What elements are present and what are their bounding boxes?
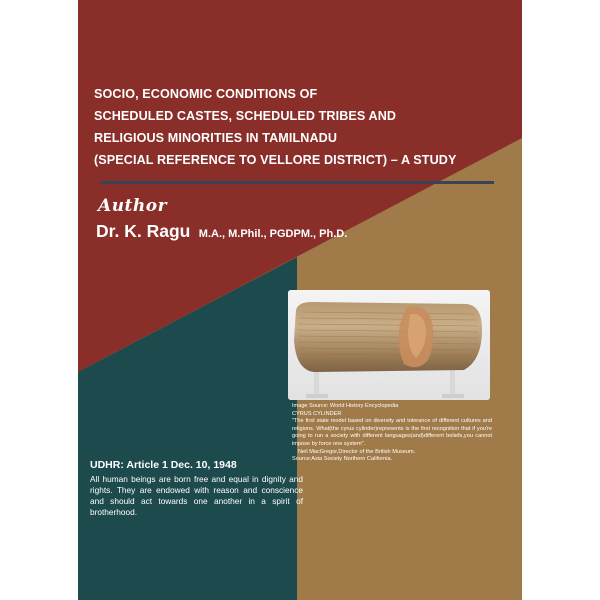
caption-attribution: Neil MacGregor,Director of the British Museum. <box>298 448 416 455</box>
book-title <box>94 83 514 171</box>
author-qualifications: M.A., M.Phil., PGDPM., Ph.D. <box>198 228 348 240</box>
author-line <box>96 221 347 242</box>
title-line: SCHEDULED CASTES, SCHEDULED TRIBES AND <box>94 109 397 123</box>
udhr-title: UDHR: Article 1 Dec. 10, 1948 <box>90 459 237 471</box>
image-source: Image Source: World History Encyclopedia <box>292 403 399 409</box>
caption-quote: "The first state model based on diversity and tolerance of different cultures and religions. What(the cyrus cylinder)represents is the first recognition that if you're going to run a society with different languages(and)different beliefs,you cannot impose by force one system". <box>292 418 492 447</box>
caption-heading: CYRUS CYLINDER <box>292 410 342 417</box>
author-label: Author <box>98 196 168 216</box>
title-line: (SPECIAL REFERENCE TO VELLORE DISTRICT) – A STUDY <box>94 153 457 167</box>
image-caption <box>292 403 492 464</box>
cyrus-cylinder-photo <box>288 290 490 400</box>
title-divider <box>100 181 494 184</box>
author-name: Dr. K. Ragu <box>96 221 191 241</box>
caption-source: Source:Asia Society Northern California. <box>292 456 393 463</box>
title-line: RELIGIOUS MINORITIES IN TAMILNADU <box>94 131 338 145</box>
title-line: SOCIO, ECONOMIC CONDITIONS OF <box>94 87 318 101</box>
udhr-text: All human beings are born free and equal in dignity and rights. They are endowed with reason and conscience and should act towards one another in a spirit of brotherhood. <box>90 474 303 517</box>
